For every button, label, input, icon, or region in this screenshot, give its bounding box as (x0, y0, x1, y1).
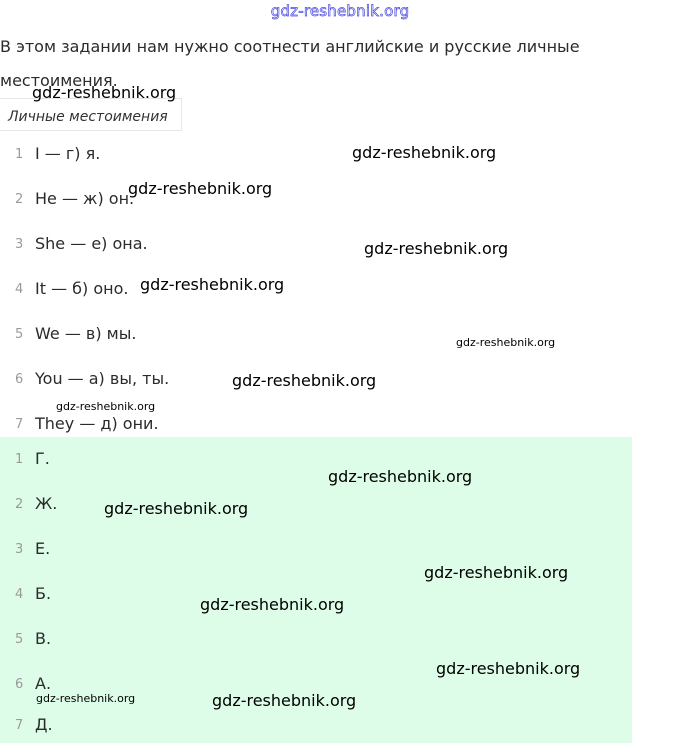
pronoun-row (0, 275, 632, 320)
row-number: 7 (15, 718, 24, 733)
row-number: 3 (15, 237, 24, 252)
answer-row (0, 445, 632, 490)
row-number: 4 (15, 587, 24, 602)
row-text: She — е) она. (35, 234, 148, 253)
watermark: gdz-reshebnik.org (328, 467, 473, 486)
answer-row (0, 490, 632, 535)
watermark: gdz-reshebnik.org (104, 499, 249, 518)
row-number: 6 (15, 677, 24, 692)
watermark: gdz-reshebnik.org (424, 563, 569, 582)
watermark: gdz-reshebnik.org (212, 691, 357, 710)
row-number: 1 (15, 147, 24, 162)
row-text: А. (35, 674, 52, 693)
top-watermark: gdz-reshebnik.org (270, 2, 410, 20)
row-number: 2 (15, 192, 24, 207)
pronoun-row (0, 140, 632, 185)
row-number: 4 (15, 282, 24, 297)
row-number: 6 (15, 372, 24, 387)
pronoun-row (0, 230, 632, 275)
row-text: It — б) оно. (35, 279, 129, 298)
pronoun-row (0, 185, 632, 230)
row-text: They — д) они. (35, 414, 159, 433)
row-text: Е. (35, 539, 51, 558)
row-text: Ж. (35, 494, 58, 513)
watermark: gdz-reshebnik.org (456, 336, 556, 349)
watermark: gdz-reshebnik.org (36, 692, 136, 705)
watermark: gdz-reshebnik.org (436, 659, 581, 678)
watermark: gdz-reshebnik.org (56, 400, 156, 413)
watermark: gdz-reshebnik.org (32, 83, 177, 102)
row-text: В. (35, 629, 52, 648)
row-text: You — а) вы, ты. (35, 369, 170, 388)
watermark: gdz-reshebnik.org (128, 179, 273, 198)
watermark: gdz-reshebnik.org (232, 371, 377, 390)
row-text: I — г) я. (35, 144, 101, 163)
watermark: gdz-reshebnik.org (200, 595, 345, 614)
row-text: We — в) мы. (35, 324, 137, 343)
row-text: Б. (35, 584, 52, 603)
row-number: 5 (15, 632, 24, 647)
row-number: 5 (15, 327, 24, 342)
row-text: He — ж) он. (35, 189, 135, 208)
row-text: Д. (35, 715, 53, 734)
intro-text: В этом задании нам нужно соотнести английские и русские личные местоимения. (0, 37, 580, 90)
section-tag: Личные местоимения (0, 98, 182, 131)
watermark: gdz-reshebnik.org (352, 143, 497, 162)
row-number: 1 (15, 452, 24, 467)
row-number: 3 (15, 542, 24, 557)
watermark: gdz-reshebnik.org (140, 275, 285, 294)
row-number: 7 (15, 417, 24, 432)
watermark: gdz-reshebnik.org (364, 239, 509, 258)
row-text: Г. (35, 449, 50, 468)
row-number: 2 (15, 497, 24, 512)
